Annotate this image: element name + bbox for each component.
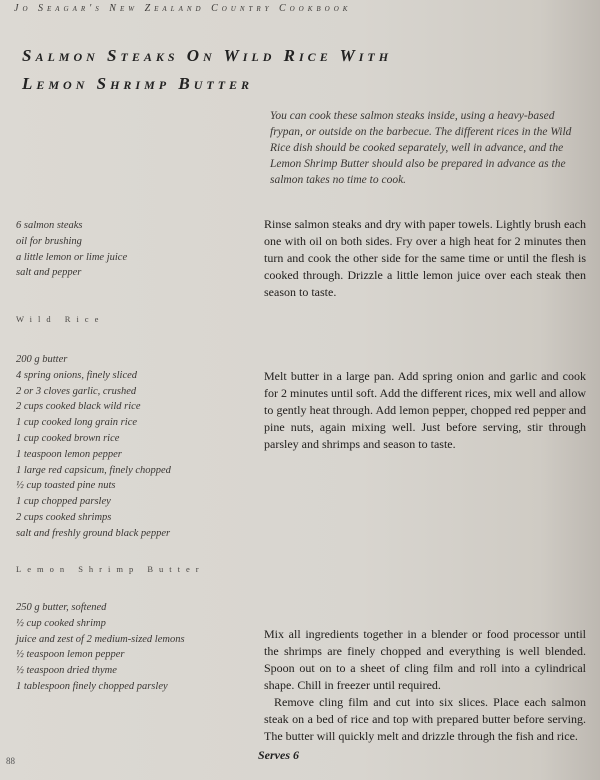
ingredient-item: ½ cup cooked shrimp bbox=[16, 617, 106, 629]
ingredient-item: 1 cup cooked brown rice bbox=[16, 432, 120, 444]
ingredient-item: juice and zest of 2 medium-sized lemons bbox=[16, 633, 185, 645]
running-head: Jo Seagar's New Zealand Country Cookbook bbox=[14, 3, 352, 14]
ingredient-item: 1 cup chopped parsley bbox=[16, 496, 111, 508]
wild-rice-heading: Wild Rice bbox=[16, 314, 105, 324]
ingredient-item: salt and freshly ground black pepper bbox=[16, 527, 171, 539]
ingredient-item: 2 or 3 cloves garlic, crushed bbox=[16, 385, 137, 397]
serves-label: Serves 6 bbox=[258, 748, 299, 762]
ingredient-item: salt and pepper bbox=[16, 267, 82, 279]
intro-paragraph: You can cook these salmon steaks inside, using a heavy-based frypan, or outside on the barbecue. The different rices in the Wild Rice dish should be cooked separately, well in advance, and the Lemon Shrimp Butter should also be prepared in advance as the salmon takes no time to cook. bbox=[270, 110, 572, 186]
ingredient-item: 250 g butter, softened bbox=[16, 602, 107, 613]
ingredient-item: a little lemon or lime juice bbox=[16, 251, 128, 263]
recipe-title-line-2: Lemon Shrimp Butter bbox=[22, 74, 254, 93]
butter-method-paragraph-1: Mix all ingredients together in a blender or food processor until the shrimps are finely chopped and everything is well blended. Spoon out on to a sheet of cling film and roll into a cylindrical shape. Chill in freezer until required. bbox=[264, 627, 586, 692]
ingredient-item: ½ teaspoon dried thyme bbox=[16, 665, 117, 677]
salmon-method: Rinse salmon steaks and dry with paper towels. Lightly brush each one with oil on both sides. Fry over a high heat for 2 minutes then turn and cook the other side for the same time or until the flesh is cooked through. Drizzle a little lemon juice over each steak then season to taste. bbox=[264, 217, 586, 299]
ingredient-item: 6 salmon steaks bbox=[16, 220, 83, 231]
ingredient-item: 4 spring onions, finely sliced bbox=[16, 369, 138, 381]
ingredient-item: 1 tablespoon finely chopped parsley bbox=[16, 680, 168, 692]
ingredient-item: 1 teaspoon lemon pepper bbox=[16, 448, 122, 460]
ingredient-item: 1 cup cooked long grain rice bbox=[16, 417, 138, 429]
recipe-title bbox=[22, 42, 542, 98]
ingredient-item: ½ cup toasted pine nuts bbox=[16, 480, 116, 492]
butter-method bbox=[264, 626, 586, 745]
wild-rice-ingredient-list bbox=[16, 352, 246, 542]
salmon-ingredient-list bbox=[16, 218, 246, 281]
ingredient-item: oil for brushing bbox=[16, 235, 82, 247]
ingredient-item: 2 cups cooked shrimps bbox=[16, 511, 112, 523]
butter-ingredient-list bbox=[16, 600, 246, 695]
ingredient-item: 1 large red capsicum, finely chopped bbox=[16, 464, 171, 476]
page-number: 88 bbox=[6, 756, 15, 766]
ingredient-item: ½ teaspoon lemon pepper bbox=[16, 649, 125, 661]
ingredient-item: 200 g butter bbox=[16, 354, 68, 365]
butter-method-paragraph-2: Remove cling film and cut into six slices. Place each salmon steak on a bed of rice and top with prepared butter before serving. The butter will quickly melt and drizzle through the fish and rice. bbox=[264, 695, 586, 743]
ingredient-item: 2 cups cooked black wild rice bbox=[16, 401, 141, 413]
wild-rice-method: Melt butter in a large pan. Add spring onion and garlic and cook for 2 minutes until soft. Add the different rices, mix well and allow to gently heat through. Add lemon pepper, chopped red pepper and pine nuts, again mixing well. Just before serving, stir through parsley and shrimps and season to taste. bbox=[264, 369, 586, 451]
recipe-title-line-1: Salmon Steaks On Wild Rice With bbox=[22, 46, 393, 65]
lemon-shrimp-butter-heading: Lemon Shrimp Butter bbox=[16, 564, 205, 574]
